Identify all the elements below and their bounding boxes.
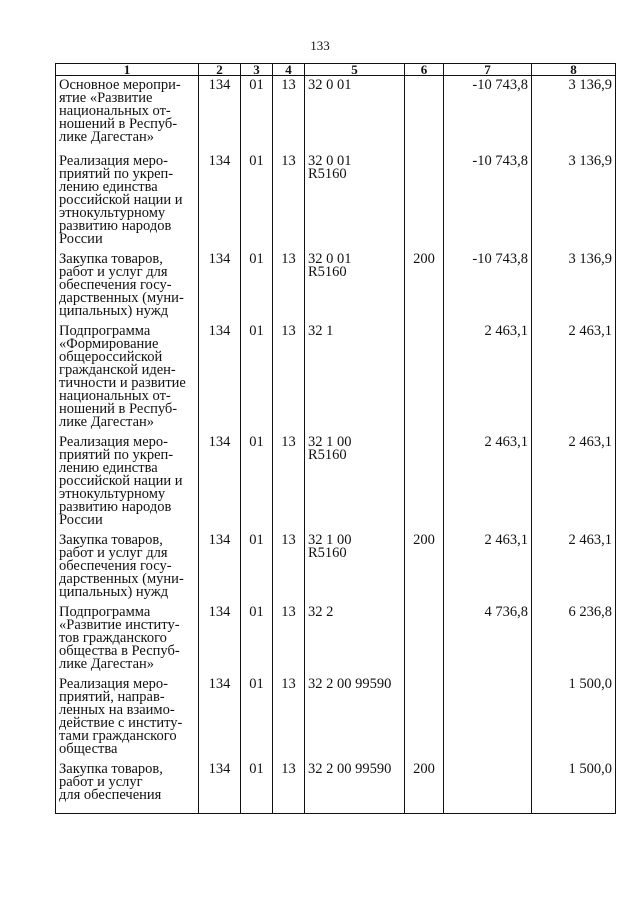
subsection-code-cell: 13 bbox=[273, 760, 305, 814]
amount-total-cell: 3 136,9 bbox=[532, 152, 616, 250]
expense-type-cell bbox=[405, 675, 444, 760]
expense-type-cell: 200 bbox=[405, 250, 444, 322]
target-article-cell bbox=[305, 760, 405, 814]
header-cell: 2 bbox=[199, 64, 241, 76]
cell-text-line: российской нации и bbox=[59, 192, 183, 208]
cell-text-line: лике Дагестан» bbox=[59, 129, 155, 145]
cell-text-line: для обеспечения bbox=[59, 787, 162, 803]
amount-change-cell: 2 463,1 bbox=[444, 322, 532, 433]
amount-total-cell: 2 463,1 bbox=[532, 322, 616, 433]
cell-text-line: R5160 bbox=[308, 447, 347, 463]
table-row bbox=[56, 76, 616, 153]
cell-text-line: работ и услуг для bbox=[59, 545, 168, 561]
cell-text-line: общества bbox=[59, 741, 118, 757]
cell-text-line: лике Дагестан» bbox=[59, 656, 155, 672]
header-cell: 7 bbox=[444, 64, 532, 76]
cell-text-line: «Формирование bbox=[59, 336, 159, 352]
cell-text-line: общества в Респуб- bbox=[59, 643, 180, 659]
cell-text-line: развитию народов bbox=[59, 499, 172, 515]
cell-text-line: 32 0 01 bbox=[308, 251, 352, 267]
amount-total-cell: 2 463,1 bbox=[532, 531, 616, 603]
cell-text-line: национальных от- bbox=[59, 388, 171, 404]
cell-text-line: российской нации и bbox=[59, 473, 183, 489]
amount-total-cell: 1 500,0 bbox=[532, 675, 616, 760]
header-cell: 5 bbox=[305, 64, 405, 76]
amount-total-cell: 6 236,8 bbox=[532, 603, 616, 675]
cell-text-line: Реализация меро- bbox=[59, 676, 168, 692]
section-code-cell: 01 bbox=[241, 603, 273, 675]
item-name-cell bbox=[56, 760, 199, 814]
section-code-cell: 01 bbox=[241, 531, 273, 603]
ministry-code-cell: 134 bbox=[199, 531, 241, 603]
cell-text-line: обеспечения госу- bbox=[59, 558, 172, 574]
table-row bbox=[56, 322, 616, 433]
expense-type-cell bbox=[405, 433, 444, 531]
amount-change-cell bbox=[444, 760, 532, 814]
table-row bbox=[56, 152, 616, 250]
cell-text-line: 32 2 00 99590 bbox=[308, 676, 392, 692]
cell-text-line: тами гражданского bbox=[59, 728, 177, 744]
cell-text-line: 32 2 00 99590 bbox=[308, 761, 392, 777]
expense-type-cell bbox=[405, 603, 444, 675]
cell-text-line: общероссийской bbox=[59, 349, 163, 365]
target-article-cell bbox=[305, 603, 405, 675]
cell-text-line: 32 1 bbox=[308, 323, 334, 339]
cell-text-line: ношений в Респуб- bbox=[59, 401, 178, 417]
cell-text-line: 32 0 01 bbox=[308, 77, 352, 93]
cell-text-line: дарственных (муни- bbox=[59, 290, 184, 306]
target-article-cell bbox=[305, 322, 405, 433]
ministry-code-cell: 134 bbox=[199, 76, 241, 153]
cell-text-line: 32 1 00 bbox=[308, 532, 352, 548]
cell-text-line: действие с институ- bbox=[59, 715, 183, 731]
ministry-code-cell: 134 bbox=[199, 603, 241, 675]
subsection-code-cell: 13 bbox=[273, 76, 305, 153]
target-article-cell bbox=[305, 433, 405, 531]
target-article-cell bbox=[305, 152, 405, 250]
cell-text-line: лению единства bbox=[59, 179, 158, 195]
cell-text-line: развитию народов bbox=[59, 218, 172, 234]
cell-text-line: 32 0 01 bbox=[308, 153, 352, 169]
amount-total-cell: 3 136,9 bbox=[532, 76, 616, 153]
amount-change-cell: -10 743,8 bbox=[444, 250, 532, 322]
amount-total-cell: 3 136,9 bbox=[532, 250, 616, 322]
cell-text-line: этнокультурному bbox=[59, 205, 166, 221]
cell-text-line: Реализация меро- bbox=[59, 434, 168, 450]
header-cell: 8 bbox=[532, 64, 616, 76]
cell-text-line: гражданской иден- bbox=[59, 362, 176, 378]
cell-text-line: обеспечения госу- bbox=[59, 277, 172, 293]
table-row bbox=[56, 603, 616, 675]
item-name-cell bbox=[56, 433, 199, 531]
cell-text-line: России bbox=[59, 512, 103, 528]
item-name-cell bbox=[56, 76, 199, 153]
item-name-cell bbox=[56, 152, 199, 250]
cell-text-line: приятий, направ- bbox=[59, 689, 165, 705]
cell-text-line: Реализация меро- bbox=[59, 153, 168, 169]
cell-text-line: ленных на взаимо- bbox=[59, 702, 175, 718]
target-article-cell bbox=[305, 250, 405, 322]
header-cell: 1 bbox=[56, 64, 199, 76]
amount-change-cell bbox=[444, 675, 532, 760]
table-row bbox=[56, 675, 616, 760]
subsection-code-cell: 13 bbox=[273, 531, 305, 603]
item-name-cell bbox=[56, 250, 199, 322]
cell-text-line: ципальных) нужд bbox=[59, 584, 169, 600]
table-row bbox=[56, 531, 616, 603]
header-cell: 3 bbox=[241, 64, 273, 76]
item-name-cell bbox=[56, 675, 199, 760]
amount-total-cell: 2 463,1 bbox=[532, 433, 616, 531]
ministry-code-cell: 134 bbox=[199, 433, 241, 531]
amount-change-cell: 2 463,1 bbox=[444, 531, 532, 603]
subsection-code-cell: 13 bbox=[273, 675, 305, 760]
ministry-code-cell: 134 bbox=[199, 250, 241, 322]
expense-type-cell bbox=[405, 322, 444, 433]
subsection-code-cell: 13 bbox=[273, 322, 305, 433]
header-cell: 6 bbox=[405, 64, 444, 76]
target-article-cell bbox=[305, 76, 405, 153]
cell-text-line: работ и услуг для bbox=[59, 264, 168, 280]
section-code-cell: 01 bbox=[241, 152, 273, 250]
cell-text-line: лике Дагестан» bbox=[59, 414, 155, 430]
cell-text-line: «Развитие институ- bbox=[59, 617, 180, 633]
page-number: 133 bbox=[310, 38, 330, 53]
amount-change-cell: -10 743,8 bbox=[444, 152, 532, 250]
ministry-code-cell: 134 bbox=[199, 675, 241, 760]
cell-text-line: Закупка товаров, bbox=[59, 761, 163, 777]
cell-text-line: дарственных (муни- bbox=[59, 571, 184, 587]
item-name-cell bbox=[56, 322, 199, 433]
amount-total-cell: 1 500,0 bbox=[532, 760, 616, 814]
cell-text-line: Основное меропри- bbox=[59, 77, 181, 93]
cell-text-line: ношений в Респуб- bbox=[59, 116, 178, 132]
item-name-cell bbox=[56, 531, 199, 603]
ministry-code-cell: 134 bbox=[199, 152, 241, 250]
amount-change-cell: -10 743,8 bbox=[444, 76, 532, 153]
section-code-cell: 01 bbox=[241, 250, 273, 322]
table-row bbox=[56, 760, 616, 814]
amount-change-cell: 4 736,8 bbox=[444, 603, 532, 675]
expense-type-cell: 200 bbox=[405, 531, 444, 603]
subsection-code-cell: 13 bbox=[273, 250, 305, 322]
cell-text-line: R5160 bbox=[308, 545, 347, 561]
cell-text-line: лению единства bbox=[59, 460, 158, 476]
table-row bbox=[56, 250, 616, 322]
expense-type-cell bbox=[405, 152, 444, 250]
section-code-cell: 01 bbox=[241, 76, 273, 153]
cell-text-line: тов гражданского bbox=[59, 630, 167, 646]
subsection-code-cell: 13 bbox=[273, 433, 305, 531]
expense-type-cell: 200 bbox=[405, 760, 444, 814]
cell-text-line: 32 2 bbox=[308, 604, 334, 620]
amount-change-cell: 2 463,1 bbox=[444, 433, 532, 531]
section-code-cell: 01 bbox=[241, 675, 273, 760]
cell-text-line: тичности и развитие bbox=[59, 375, 186, 391]
cell-text-line: 32 1 00 bbox=[308, 434, 352, 450]
cell-text-line: приятий по укреп- bbox=[59, 447, 174, 463]
section-code-cell: 01 bbox=[241, 433, 273, 531]
cell-text-line: Закупка товаров, bbox=[59, 532, 163, 548]
budget-table bbox=[55, 63, 616, 814]
cell-text-line: России bbox=[59, 231, 103, 247]
table-row bbox=[56, 433, 616, 531]
cell-text-line: Подпрограмма bbox=[59, 323, 151, 339]
ministry-code-cell: 134 bbox=[199, 322, 241, 433]
cell-text-line: R5160 bbox=[308, 166, 347, 182]
header-row bbox=[56, 64, 616, 76]
cell-text-line: Закупка товаров, bbox=[59, 251, 163, 267]
item-name-cell bbox=[56, 603, 199, 675]
subsection-code-cell: 13 bbox=[273, 152, 305, 250]
table-body bbox=[56, 76, 616, 814]
cell-text-line: национальных от- bbox=[59, 103, 171, 119]
section-code-cell: 01 bbox=[241, 760, 273, 814]
cell-text-line: ципальных) нужд bbox=[59, 303, 169, 319]
cell-text-line: R5160 bbox=[308, 264, 347, 280]
header-cell: 4 bbox=[273, 64, 305, 76]
ministry-code-cell: 134 bbox=[199, 760, 241, 814]
cell-text-line: работ и услуг bbox=[59, 774, 143, 790]
subsection-code-cell: 13 bbox=[273, 603, 305, 675]
cell-text-line: этнокультурному bbox=[59, 486, 166, 502]
target-article-cell bbox=[305, 531, 405, 603]
section-code-cell: 01 bbox=[241, 322, 273, 433]
cell-text-line: Подпрограмма bbox=[59, 604, 151, 620]
target-article-cell bbox=[305, 675, 405, 760]
cell-text-line: приятий по укреп- bbox=[59, 166, 174, 182]
expense-type-cell bbox=[405, 76, 444, 153]
cell-text-line: ятие «Развитие bbox=[59, 90, 153, 106]
